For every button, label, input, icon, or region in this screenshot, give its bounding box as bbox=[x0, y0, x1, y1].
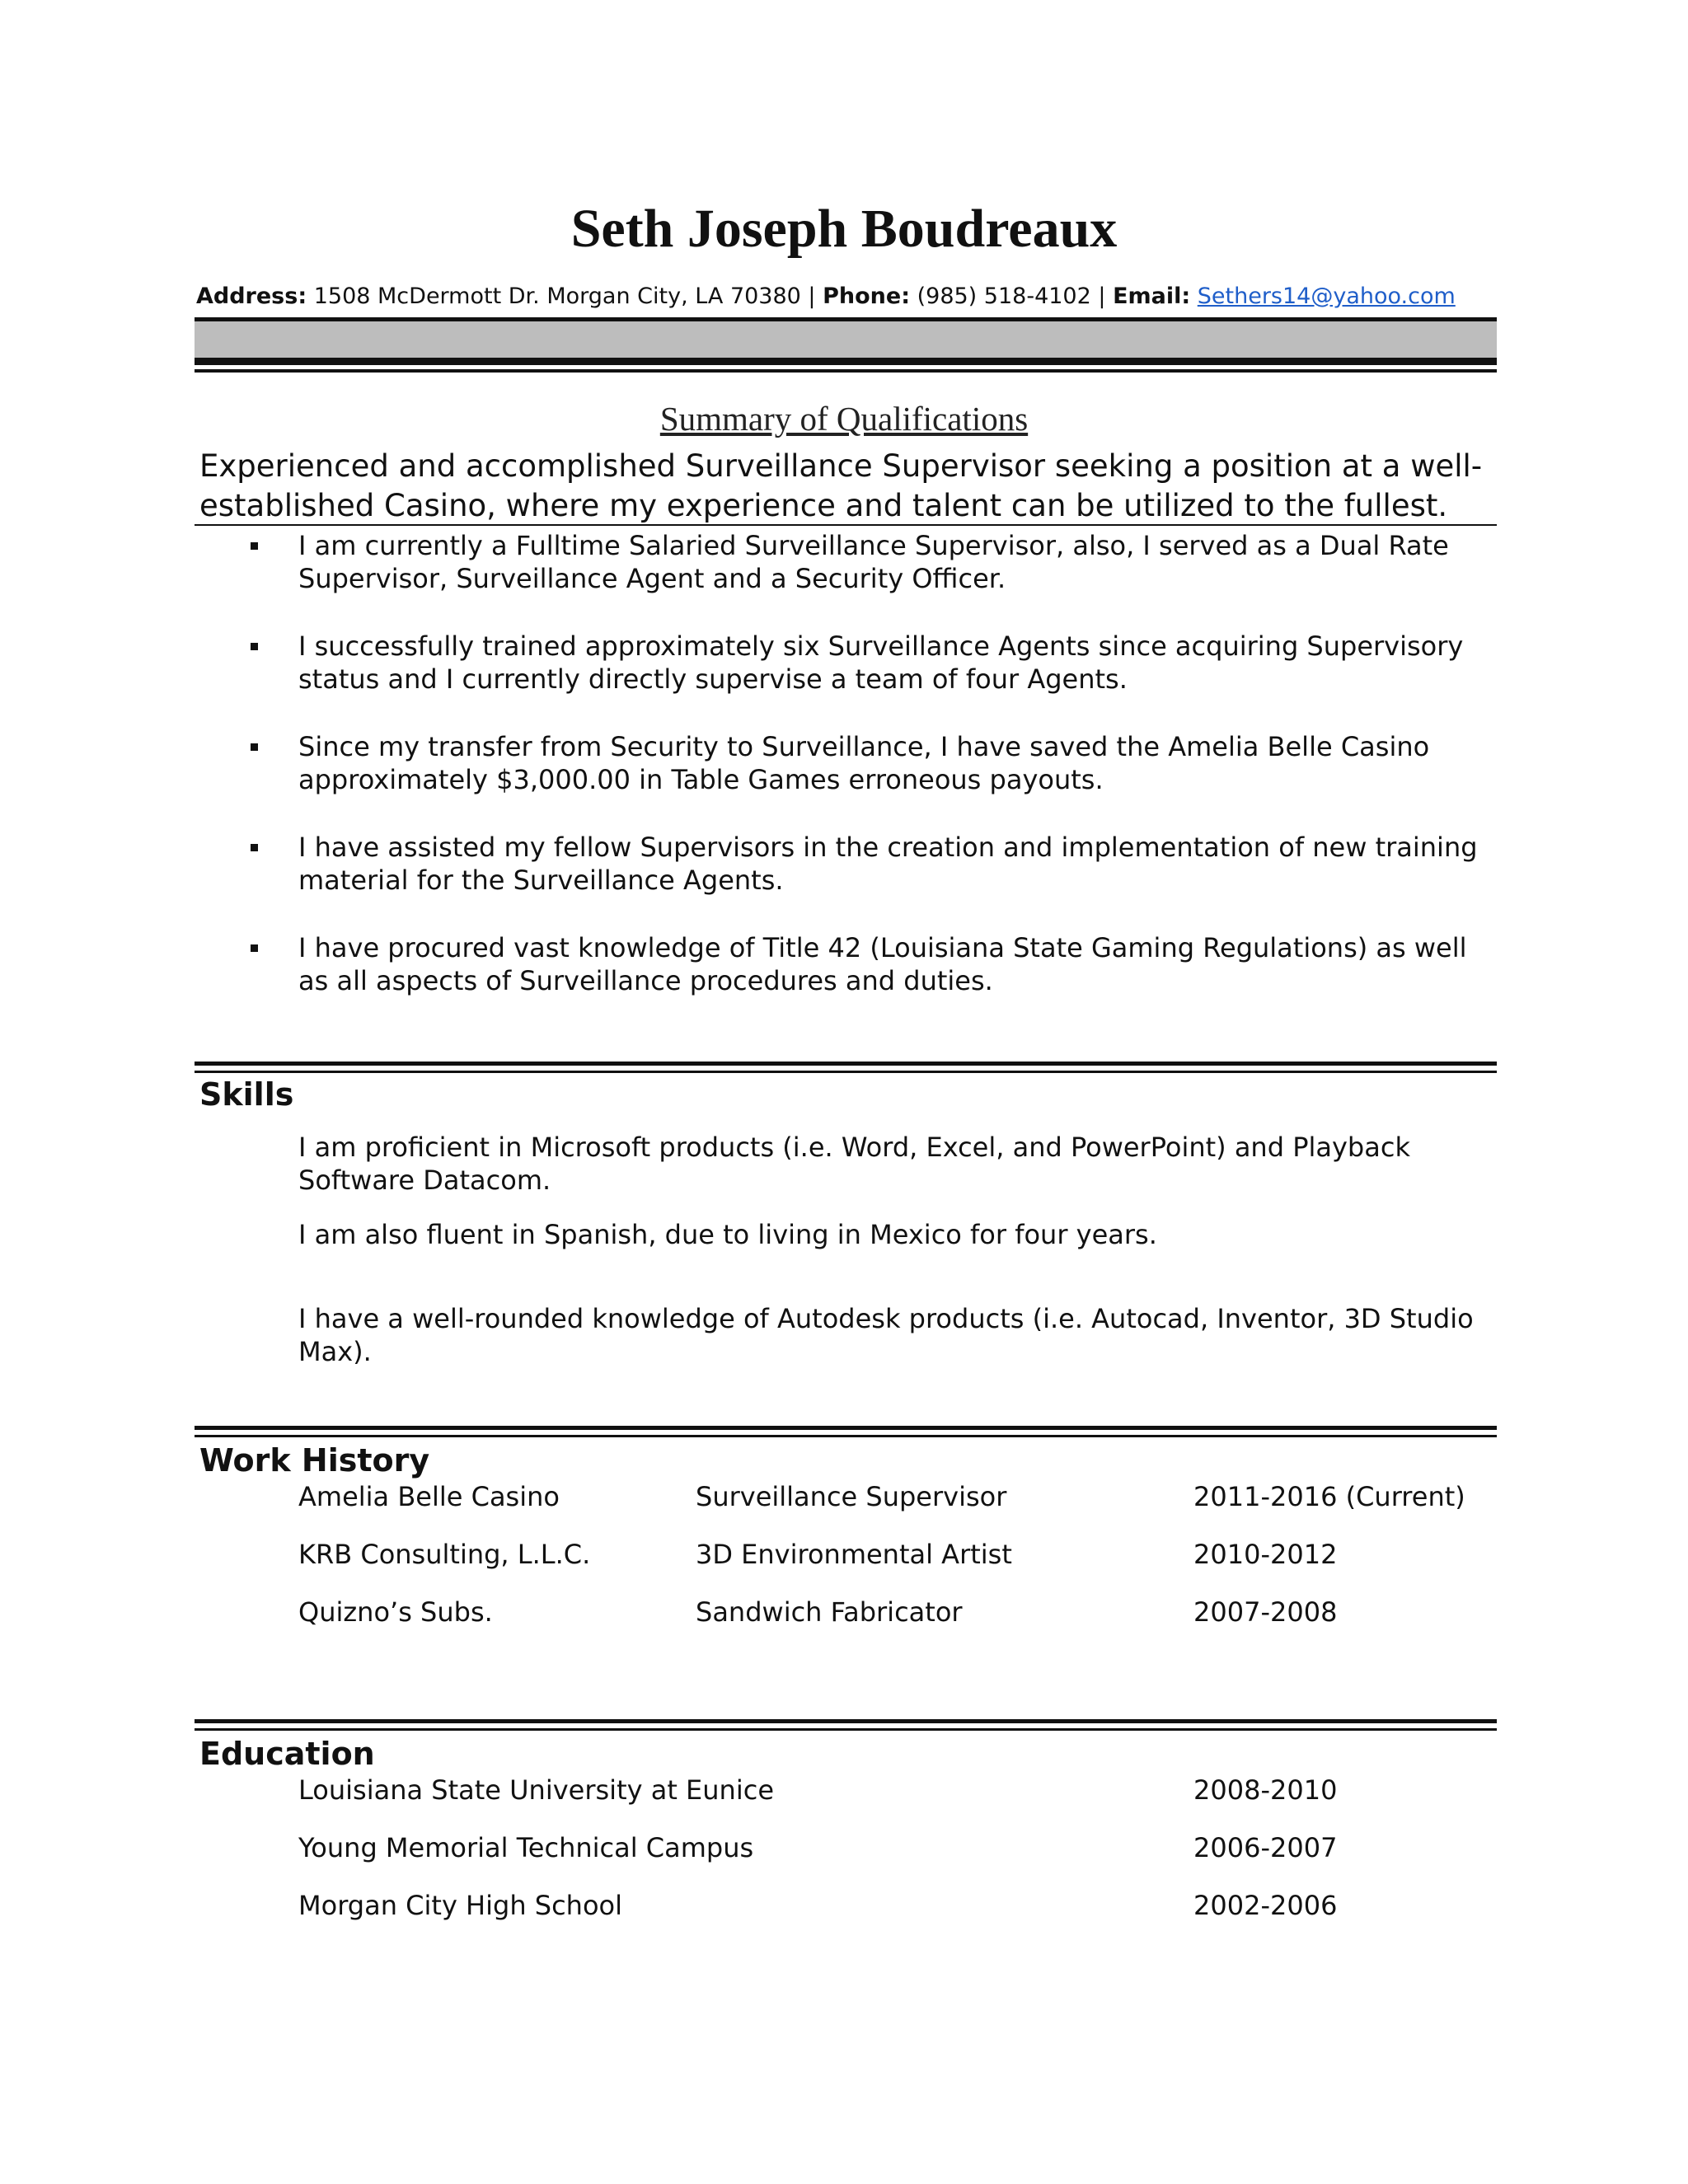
bullet-square-icon bbox=[251, 944, 258, 952]
list-item: I have assisted my fellow Supervisors in the creation and implementation of new training material for the Surveillance Agents. bbox=[247, 831, 1500, 897]
school-years: 2006-2007 bbox=[1193, 1832, 1338, 1863]
table-row bbox=[298, 1830, 1502, 1866]
header-gray-band bbox=[195, 317, 1497, 363]
skill-item: I am proficient in Microsoft products (i.e. Word, Excel, and PowerPoint) and Playback Software Datacom. bbox=[298, 1132, 1410, 1196]
job-years: 2011-2016 (Current) bbox=[1193, 1481, 1465, 1512]
education-rule-thick bbox=[195, 1719, 1497, 1723]
bullet-square-icon bbox=[251, 743, 258, 751]
work-rule-thin bbox=[195, 1435, 1497, 1437]
skills-rule-thick bbox=[195, 1062, 1497, 1066]
employer: Quizno’s Subs. bbox=[298, 1596, 493, 1628]
table-row bbox=[298, 1536, 1502, 1572]
education-title: Education bbox=[199, 1736, 375, 1772]
job-years: 2007-2008 bbox=[1193, 1596, 1338, 1628]
job-years: 2010-2012 bbox=[1193, 1539, 1338, 1570]
address-label: Address: bbox=[196, 284, 307, 309]
job-title: 3D Environmental Artist bbox=[696, 1539, 1012, 1570]
school-years: 2008-2010 bbox=[1193, 1774, 1338, 1806]
list-item: I successfully trained approximately six Surveillance Agents since acquiring Supervisory status and I currently directly supervise a team of four Agents. bbox=[247, 630, 1500, 696]
employer: KRB Consulting, L.L.C. bbox=[298, 1539, 591, 1570]
skill-item: I am also fluent in Spanish, due to living in Mexico for four years. bbox=[298, 1219, 1157, 1250]
school-name: Young Memorial Technical Campus bbox=[298, 1832, 754, 1863]
qualification-list bbox=[247, 529, 1500, 1032]
phone-label: Phone: bbox=[823, 284, 911, 309]
header-rule-thin bbox=[195, 369, 1497, 373]
list-item: I have procured vast knowledge of Title 42 (Louisiana State Gaming Regulations) as well as all aspects of Surveillance procedures and duties. bbox=[247, 931, 1500, 997]
job-title: Surveillance Supervisor bbox=[696, 1481, 1007, 1512]
contact-line bbox=[196, 280, 1498, 313]
table-row bbox=[298, 1772, 1502, 1808]
resume-name: Seth Joseph Boudreaux bbox=[570, 199, 1118, 259]
summary-objective: Experienced and accomplished Surveillance Supervisor seeking a position at a well-established Casino, where my experience and talent can be utilized to the fullest. bbox=[199, 448, 1483, 523]
summary-underline bbox=[195, 524, 1497, 526]
table-row bbox=[298, 1887, 1502, 1924]
email-link[interactable]: Sethers14@yahoo.com bbox=[1197, 284, 1456, 309]
employer: Amelia Belle Casino bbox=[298, 1481, 560, 1512]
table-row bbox=[298, 1594, 1502, 1630]
list-item: Since my transfer from Security to Surveillance, I have saved the Amelia Belle Casino approximately $3,000.00 in Table Games erroneous payouts. bbox=[247, 730, 1500, 796]
work-rule-thick bbox=[195, 1426, 1497, 1430]
table-row bbox=[298, 1479, 1502, 1515]
list-item: I am currently a Fulltime Salaried Surveillance Supervisor, also, I served as a Dual Rate Supervisor, Surveillance Agent and a Security Officer. bbox=[247, 529, 1500, 595]
bullet-square-icon bbox=[251, 542, 258, 550]
education-rule-thin bbox=[195, 1728, 1497, 1731]
skills-rule-thin bbox=[195, 1071, 1497, 1073]
phone-value: (985) 518-4102 | bbox=[917, 284, 1106, 309]
skills-title: Skills bbox=[199, 1076, 294, 1113]
email-label: Email: bbox=[1113, 284, 1191, 309]
school-years: 2002-2006 bbox=[1193, 1890, 1338, 1921]
address-value: 1508 McDermott Dr. Morgan City, LA 70380 | bbox=[313, 284, 816, 309]
bullet-square-icon bbox=[251, 643, 258, 650]
school-name: Morgan City High School bbox=[298, 1890, 622, 1921]
job-title: Sandwich Fabricator bbox=[696, 1596, 963, 1628]
header-rule-thick bbox=[195, 358, 1497, 365]
bullet-square-icon bbox=[251, 844, 258, 851]
work-history-title: Work History bbox=[199, 1442, 430, 1479]
summary-heading: Summary of Qualifications bbox=[659, 400, 1029, 438]
skill-item: I have a well-rounded knowledge of Autodesk products (i.e. Autocad, Inventor, 3D Studio Max). bbox=[298, 1303, 1474, 1367]
school-name: Louisiana State University at Eunice bbox=[298, 1774, 774, 1806]
